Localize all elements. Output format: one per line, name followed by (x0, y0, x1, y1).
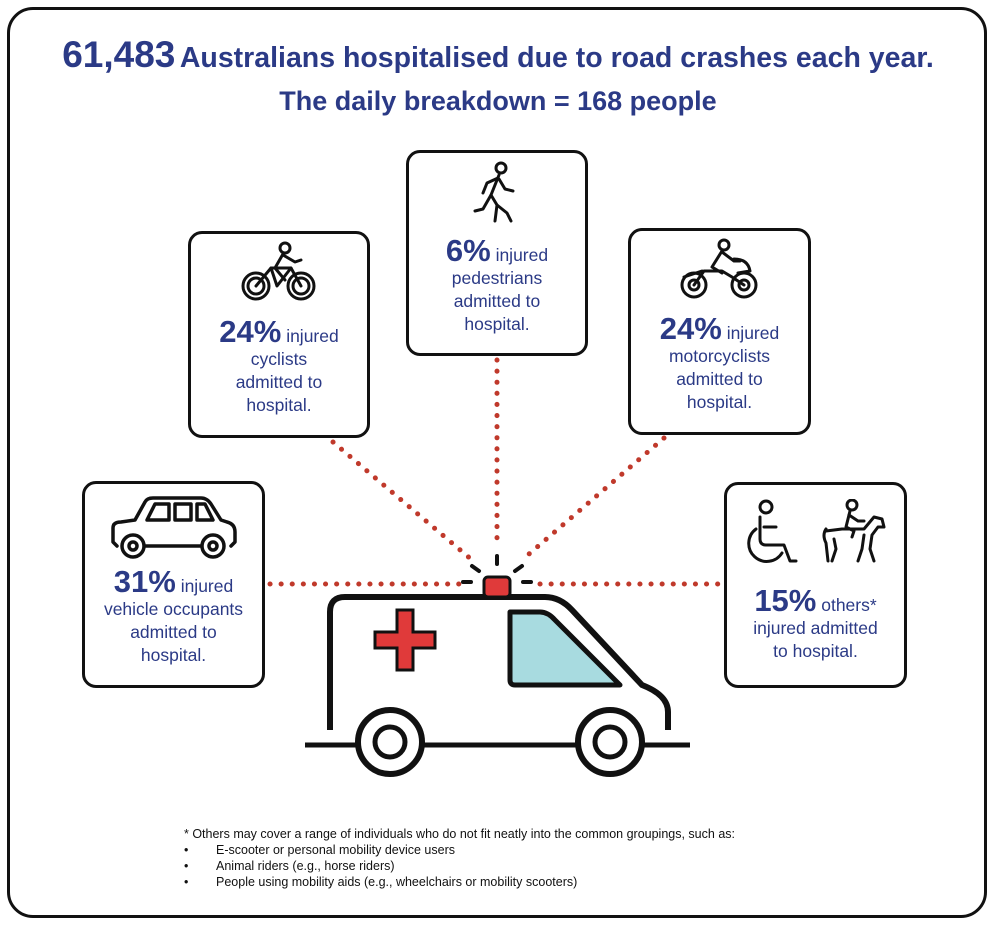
walking-person-icon (409, 161, 585, 225)
admitted-vehicle: admitted to (130, 622, 217, 642)
card-motorcyclists (628, 228, 811, 435)
footnote (184, 826, 735, 890)
horse-rider-icon (818, 499, 890, 574)
pct-others: 15% (754, 583, 817, 618)
label-motorcyclists: motorcyclists (668, 346, 771, 366)
word-vehicle: injured (180, 576, 234, 596)
word-pedestrians: injured (495, 245, 549, 265)
wheelchair-icon (742, 499, 802, 574)
card-vehicle-occupants (82, 481, 265, 688)
label-vehicle: vehicle occupants (103, 599, 244, 619)
bullet-marker: • (184, 875, 189, 889)
label-cyclists: cyclists (250, 349, 308, 369)
card-others (724, 482, 907, 688)
pct-vehicle: 31% (113, 564, 176, 599)
footnote-bullet: E-scooter or personal mobility device users (216, 843, 455, 857)
bullet-marker: • (184, 843, 189, 857)
pct-pedestrians: 6% (445, 233, 491, 268)
word-cyclists: injured (286, 326, 339, 346)
label-pedestrians: pedestrians (451, 268, 543, 288)
card-pedestrians (406, 150, 588, 356)
hospital-motorcyclists: hospital. (686, 392, 753, 412)
hospital-pedestrians: hospital. (464, 314, 530, 334)
footnote-bullet: People using mobility aids (e.g., wheelchairs or mobility scooters) (216, 875, 578, 889)
hospital-cyclists: hospital. (246, 395, 312, 415)
pct-motorcyclists: 24% (659, 311, 722, 346)
word-motorcyclists: injured (726, 323, 780, 343)
admitted-cyclists: admitted to (235, 372, 323, 392)
admitted-motorcyclists: admitted to (676, 369, 763, 389)
bicycle-icon (191, 240, 367, 304)
label-others: injured admitted (753, 618, 878, 638)
word-others: others* (821, 595, 877, 615)
card-cyclists (188, 231, 370, 438)
hospital-vehicle: hospital. (140, 645, 207, 665)
motorcycle-icon (631, 237, 808, 301)
headline-text: Australians hospitalised due to road crashes each year. (179, 42, 934, 74)
hospital-others: to hospital. (773, 641, 858, 661)
admitted-pedestrians: admitted to (453, 291, 541, 311)
footnote-intro: * Others may cover a range of individuals who do not fit neatly into the common groupings, such as: (184, 827, 735, 841)
connector-cyclists (333, 442, 472, 560)
headline-daily: The daily breakdown = 168 people (279, 86, 717, 116)
car-icon (85, 492, 262, 562)
bullet-marker: • (184, 859, 189, 873)
ambulance-icon (305, 556, 690, 774)
footnote-bullet: Animal riders (e.g., horse riders) (216, 859, 395, 873)
connector-motorcyclists (522, 438, 664, 560)
headline-number: 61,483 (62, 34, 176, 75)
pct-cyclists: 24% (219, 314, 282, 349)
